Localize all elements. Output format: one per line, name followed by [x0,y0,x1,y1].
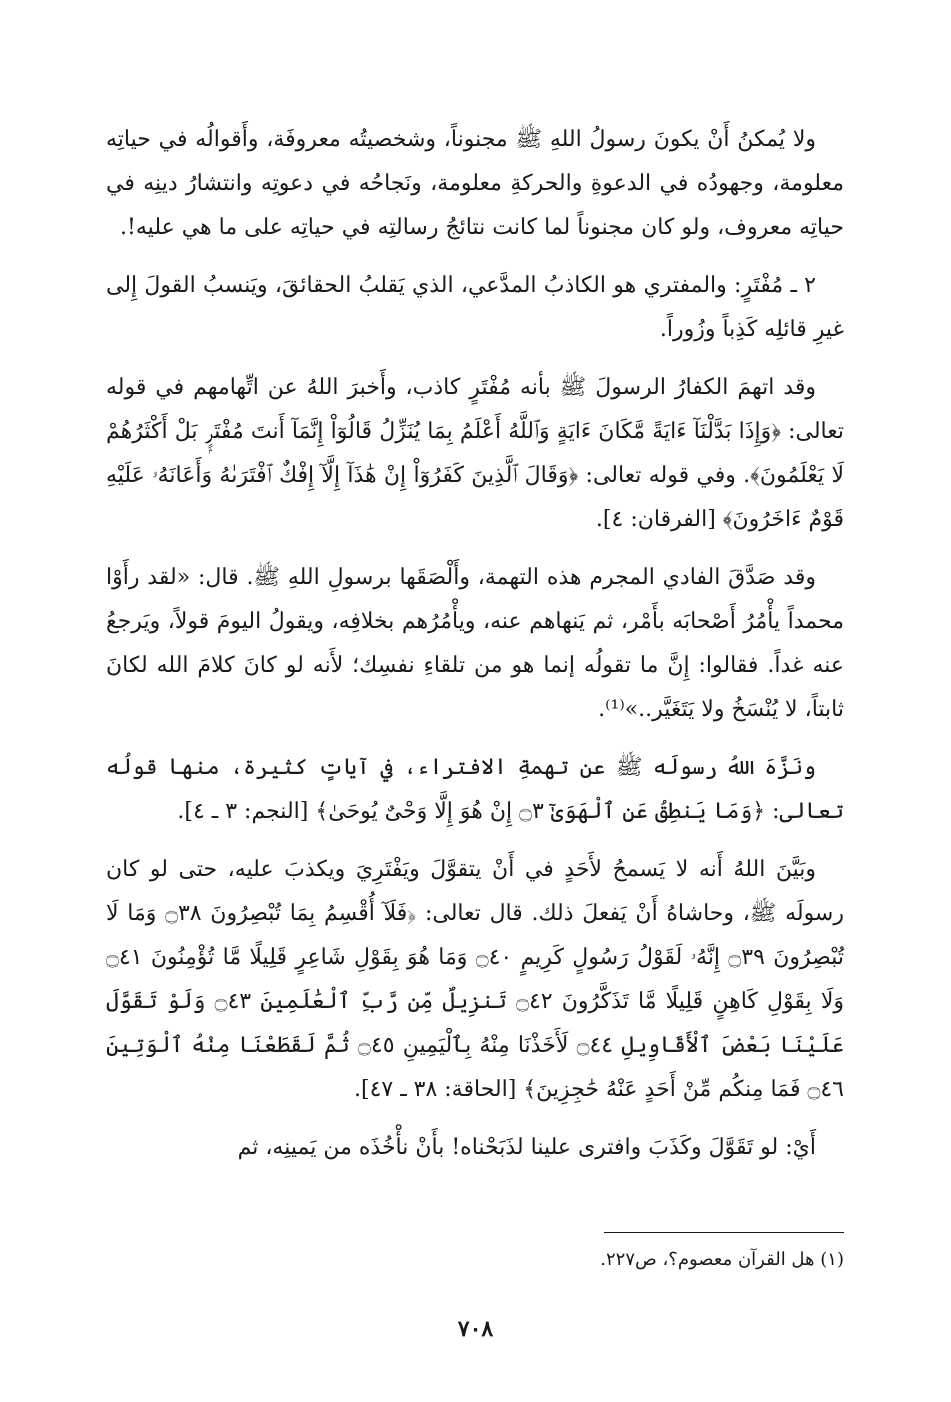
page-number: ٧٠٨ [457,1316,494,1342]
paragraph-7: أَيْ: لو تَقَوَّلَ وكَذَبَ وافترى علينا لذَبَحْناه! بأَنْ نأْخُذَه من يَمينِه، ثم [237,1135,816,1160]
paragraph-2: ٢ ـ مُفْتَرٍ: والمفتري هو الكاذبُ المدَّعي، الذي يَقلبُ الحقائقَ، ويَنسبُ القولَ إِلى غيرِ قائلِه كَذِباً وزُوراً. [106,273,844,342]
paragraph-6: وبَيَّنَ اللهُ أَنه لا يَسمحُ لأَحَدٍ في أَنْ يتقوَّلَ ويَفْتَرِيَ ويكذبَ عليه، حتى لو كان رسولَه ﷺ، وحاشاهُ أَنْ يَفعلَ ذلك. قال تعالى: ﴿فَلَآ أُقْسِمُ بِمَا تُبْصِرُونَ ۝٣٨ وَمَا لَا تُبْصِرُونَ ۝٣٩ إِنَّهُۥ لَقَوْلُ رَسُولٍ كَرِيمٍ ۝٤٠ وَمَا هُوَ بِقَوْلِ شَاعِرٍ قَلِيلًا مَّا تُؤْمِنُونَ ۝٤١ وَلَا بِقَوْلِ كَاهِنٍ قَلِيلًا مَّا تَذَكَّرُونَ ۝٤٢ تَنزِيلٌ مِّن رَّبِّ ٱلْعَٰلَمِينَ ۝٤٣ وَلَوْ تَقَوَّلَ عَلَيْنَا بَعْضَ ٱلْأَقَاوِيلِ ۝٤٤ لَأَخَذْنَا مِنْهُ بِٱلْيَمِينِ ۝٤٥ ثُمَّ لَقَطَعْنَا مِنْهُ ٱلْوَتِينَ ۝٤٦ فَمَا مِنكُم مِّنْ أَحَدٍ عَنْهُ حَٰجِزِينَ﴾ [الحاقة: ٣٨ ـ ٤٧]. [106,857,844,1102]
main-text [106,118,844,1184]
paragraph-1: ولا يُمكنُ أَنْ يكونَ رسولُ اللهِ ﷺ مجنوناً، وشخصيتُه معروفَة، وأَقوالُه في حياتِه معلومة، وجهودُه في الدعوةِ والحركةِ معلومة، ونَجاحُه في دعوتِه وانتشارُ دينِه في حياتِه معروف، ولو كان مجنوناً لما كانت نتائجُ رسالتِه في حياتِه على ما هي عليه!. [106,127,844,240]
footnote: (١) هل القرآن معصوم؟، ص٢٢٧. [600,1249,844,1270]
paragraph-5: ونَزَّهَ اللهُ رسولَه ﷺ عن تهمةِ الافتراء، في آياتٍ كثيرة، منها قولُه تعالى: ﴿وَمَا يَنطِقُ عَنِ ٱلْهَوَىٰٓ ۝٣ إِنْ هُوَ إِلَّا وَحْىٌ يُوحَىٰ﴾ [النجم: ٣ ـ ٤]. [106,755,844,824]
footnote-divider [604,1232,844,1233]
paragraph-3: وقد اتهمَ الكفارُ الرسولَ ﷺ بأنه مُفْتَرٍ كاذب، وأَخبرَ اللهُ عن اتِّهامهم في قوله تعالى: ﴿وَإِذَا بَدَّلْنَآ ءَايَةً مَّكَانَ ءَايَةٍ وَٱللَّهُ أَعْلَمُ بِمَا يُنَزِّلُ قَالُوٓاْ إِنَّمَآ أَنتَ مُفْتَرٍۭ بَلْ أَكْثَرُهُمْ لَا يَعْلَمُونَ﴾. وفي قوله تعالى: ﴿وَقَالَ ٱلَّذِينَ كَفَرُوٓاْ إِنْ هَٰذَآ إِلَّآ إِفْكٌ ٱفْتَرَىٰهُ وَأَعَانَهُۥ عَلَيْهِ قَوْمٌ ءَاخَرُونَ﴾ [الفرقان: ٤]. [106,375,844,532]
paragraph-4: وقد صَدَّقَ الفادي المجرم هذه التهمة، وأَلْصَقَها برسولِ اللهِ ﷺ. قال: «لقد رأَوْا محمداً يأْمُرُ أَصْحابَه بأَمْر، ثم يَنهاهم عنه، ويأْمُرُهم بخلافِه، ويقولُ اليومَ قولاً، ويَرجعُ عنه غداً. فقالوا: إِنَّ ما تقولُه إنما هو من تلقاءِ نفسِك؛ لأَنه لو كانَ كلامَ الله لكانَ ثابتاً، لا يُنْسَخُ ولا يَتَغَيَّر..»⁽¹⁾. [106,565,844,722]
